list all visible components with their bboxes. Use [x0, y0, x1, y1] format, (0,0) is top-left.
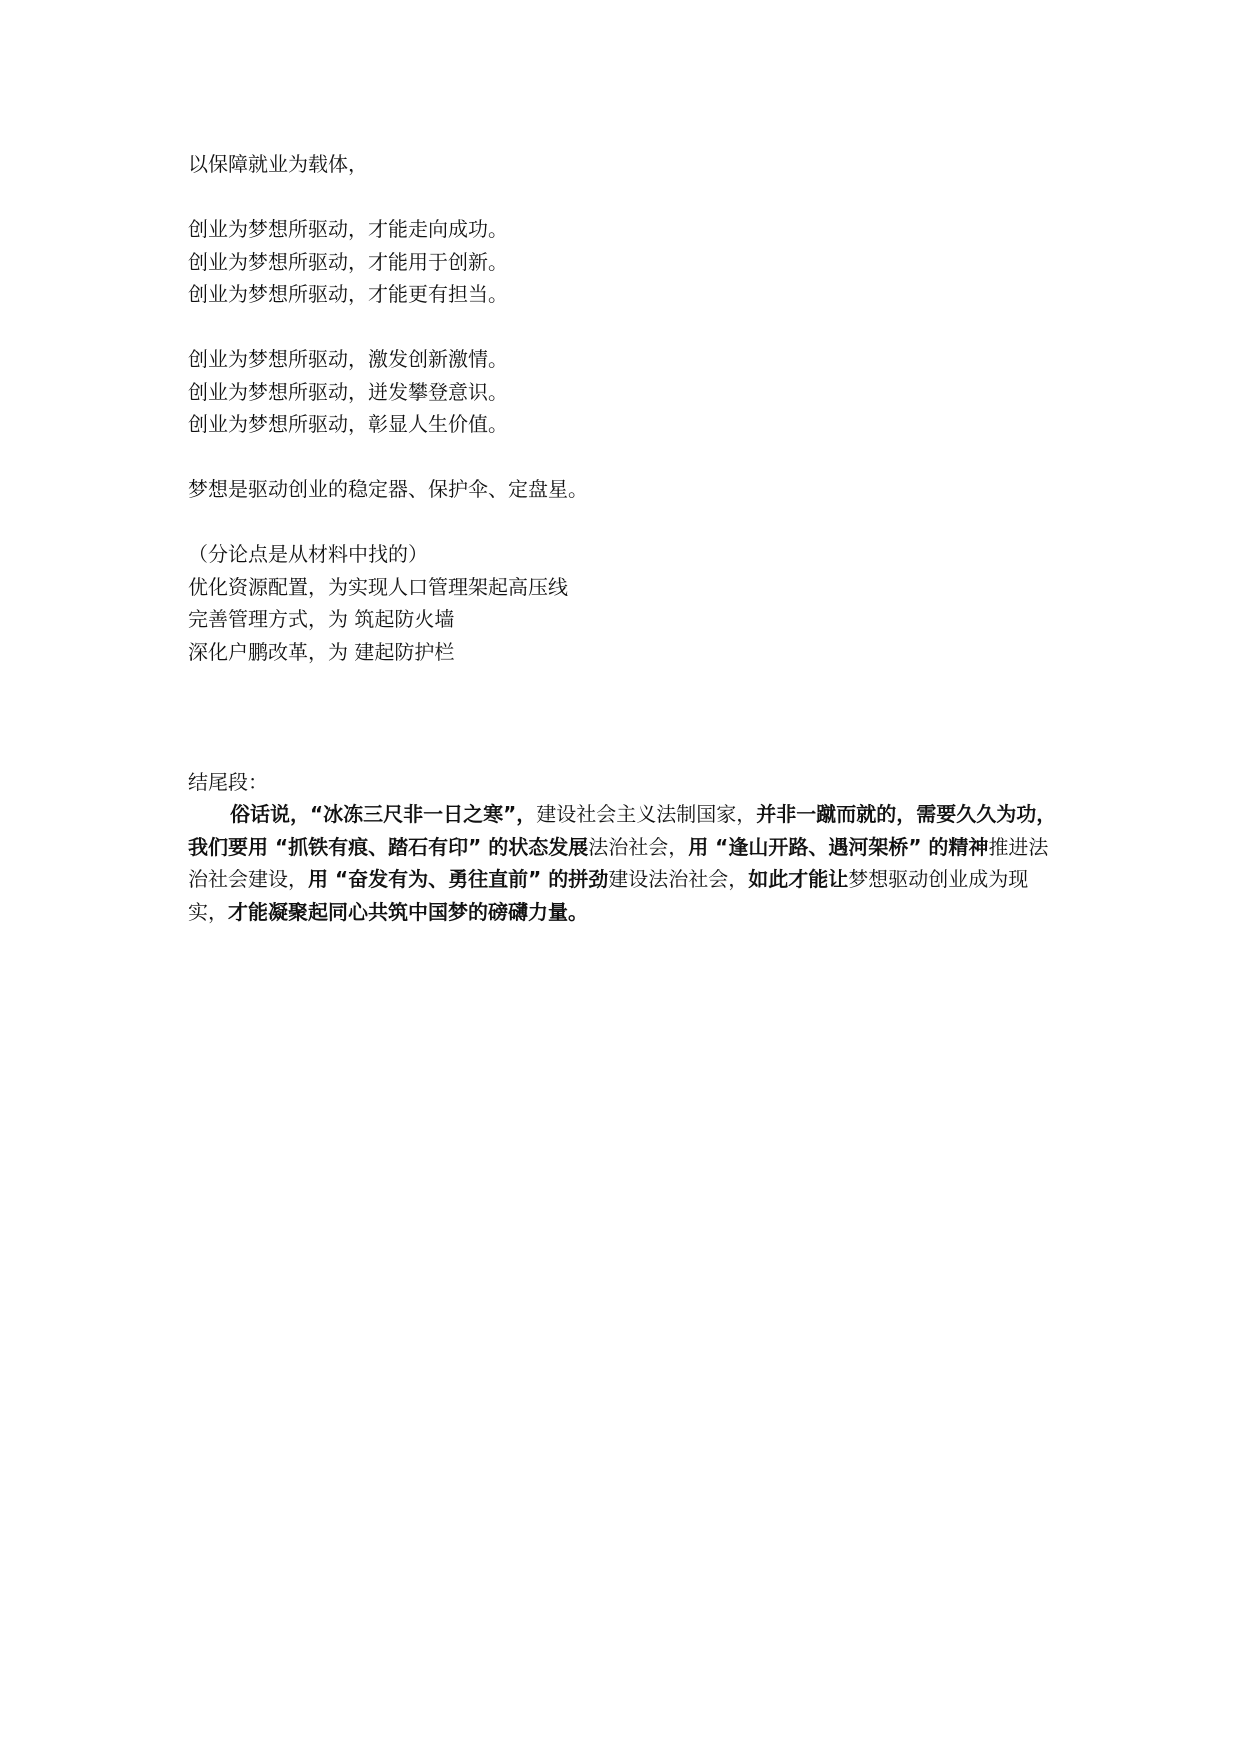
ending-paragraph — [188, 798, 1058, 928]
blank-line — [188, 181, 1058, 214]
blank-line — [188, 311, 1058, 344]
text-line: 创业为梦想所驱动，才能用于创新。 — [188, 249, 508, 274]
text-run-bold: 并非一蹴而就的，需要久久为功，我们要用 “抓铁有痕、踏石有印” 的状态发展 — [188, 802, 1057, 859]
text-run: 梦想驱动创业成为现实， — [188, 867, 1029, 924]
text-run-bold: 俗话说，“冰冻三尺非一日之寒”， — [230, 802, 537, 826]
document-body — [188, 148, 1058, 928]
text-line: 深化户鹏改革，为 建起防护栏 — [188, 639, 455, 664]
text-run-bold: 用 “逢山开路、遇河架桥” 的精神 — [688, 834, 989, 859]
text-run: 建设社会主义法制国家， — [536, 802, 757, 826]
text-run: 推进法治社会建设， — [188, 834, 1049, 891]
text-line: 创业为梦想所驱动，才能更有担当。 — [188, 282, 508, 306]
blank-line — [188, 506, 1058, 539]
blank-line — [188, 441, 1058, 474]
text-run-bold: 用 “奋发有为、勇往直前” 的拼劲 — [308, 867, 609, 891]
blank-space — [188, 668, 1058, 766]
text-run: 建设法治社会， — [608, 867, 749, 891]
text-line: 创业为梦想所驱动，激发创新激情。 — [188, 347, 508, 371]
text-run-bold: 如此才能让 — [748, 867, 849, 891]
text-run-bold: 才能凝聚起同心共筑中国梦的磅礴力量。 — [228, 899, 588, 924]
text-run: 法治社会， — [588, 834, 689, 859]
text-line: 以保障就业为载体， — [188, 152, 368, 176]
text-line: 创业为梦想所驱动，才能走向成功。 — [188, 217, 508, 241]
text-line: 完善管理方式，为 筑起防火墙 — [188, 607, 455, 631]
text-line: 创业为梦想所驱动，迸发攀登意识。 — [188, 379, 508, 404]
text-line: 梦想是驱动创业的稳定器、保护伞、定盘星。 — [188, 477, 588, 501]
text-line: （分论点是从材料中找的） — [188, 542, 428, 566]
text-line: 优化资源配置，为实现人口管理架起高压线 — [188, 574, 568, 599]
text-line: 创业为梦想所驱动，彰显人生价值。 — [188, 412, 508, 436]
section-heading: 结尾段： — [188, 769, 268, 794]
